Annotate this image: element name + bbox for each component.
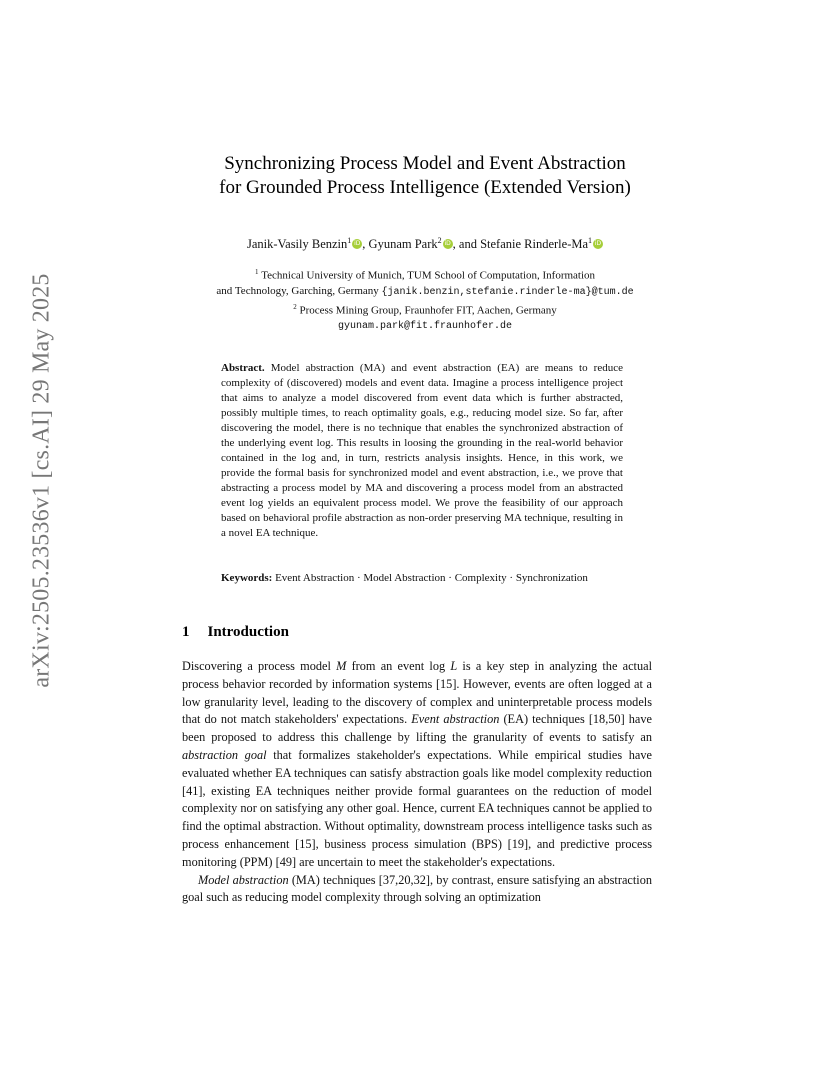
keywords-block bbox=[221, 571, 623, 586]
affiliation-2-line-1 bbox=[130, 300, 720, 319]
affiliation-1-line-2 bbox=[130, 284, 720, 300]
author-list bbox=[130, 236, 720, 252]
keywords-text: Event Abstraction · Model Abstraction · Complexity · Synchronization bbox=[275, 572, 588, 584]
title-line-2: for Grounded Process Intelligence (Extended Version) bbox=[219, 177, 631, 198]
paragraph-2 bbox=[182, 872, 652, 908]
body-text bbox=[182, 658, 652, 907]
affiliation-number: 1 bbox=[254, 268, 259, 276]
arxiv-identifier-stamp bbox=[22, 272, 62, 688]
abstract-block bbox=[221, 361, 623, 541]
author-separator: , and bbox=[452, 237, 481, 252]
author-separator: , bbox=[362, 237, 369, 252]
author-name: Stefanie Rinderle-Ma bbox=[480, 237, 589, 252]
affiliation-number: 2 bbox=[293, 302, 297, 311]
text-run: Discovering a process model bbox=[182, 659, 337, 673]
orcid-icon[interactable]: iD bbox=[354, 240, 361, 248]
keywords-label: Keywords: bbox=[221, 572, 273, 584]
text-run: from an event log bbox=[346, 659, 451, 673]
emphasis-term: Model abstraction bbox=[198, 872, 289, 887]
affiliation-text: Technical University of Munich, TUM School of Computation, Information bbox=[261, 269, 596, 282]
paper-title bbox=[130, 152, 720, 200]
affiliation-1-line-1 bbox=[130, 265, 720, 284]
author-affiliation-mark: 1 bbox=[347, 236, 352, 245]
emphasis-term: Event abstraction bbox=[411, 712, 500, 727]
text-run: that formalizes stakeholder's expectations. While empirical studies have evaluated whether EA techniques can satisfy abstraction goals like model complexity reduction [41], existing EA techniques neither provide formal guarantees on the reduction of model complexity nor on satisfying any other goal. Hence, current EA techniques cannot be applied to find the optimal abstraction. Without optimality, downstream process intelligence tasks such as process enhancement [15], business process simulation (BPS) [19], and predictive process monitoring (PPM) [49] are uncertain to meet the stakeholder's expectations. bbox=[182, 747, 652, 869]
text-run: (MA) techniques [37,20,32], by contrast, ensure satisfying an abstraction goal such as reducing model complexity through solving an optimization bbox=[182, 872, 652, 905]
paragraph-1 bbox=[182, 658, 652, 872]
affiliation-2-line-2 bbox=[130, 318, 720, 334]
math-symbol: M bbox=[336, 659, 347, 673]
author-name: Gyunam Park bbox=[368, 237, 438, 252]
abstract-text: Model abstraction (MA) and event abstraction (EA) are means to reduce complexity of (discovered) models and event data. Imagine a process intelligence project that aims to analyze a model discovered from event data which is further abstracted, possibly multiple times, to reach optimality goals, e.g., reducing model size. So far, after discovering the model, there is no technique that enables the synchronized abstraction of the underlying event log. This results in loosing the grounding in the real-world behavior contained in the log and, in turn, restricts analysis insights. Hence, in this work, we provide the formal basis for synchronized model and event abstraction, i.e., we prove that abstracting a process model by MA and discovering a process model from an abstracted event log yields an equivalent process model. We prove the feasibility of our approach based on behavioral profile abstraction as non-order preserving MA technique, resulting in a novel EA technique. bbox=[221, 362, 623, 539]
emphasis-term: abstraction goal bbox=[182, 747, 267, 762]
author-name: Janik-Vasily Benzin bbox=[246, 237, 348, 252]
math-symbol: L bbox=[450, 659, 458, 673]
affiliations bbox=[130, 265, 720, 334]
section-heading bbox=[182, 624, 289, 641]
orcid-icon[interactable]: iD bbox=[594, 240, 602, 248]
author-affiliation-mark: 1 bbox=[588, 236, 593, 245]
section-title: Introduction bbox=[207, 624, 289, 640]
author-affiliation-mark: 2 bbox=[437, 236, 442, 245]
abstract-label: Abstract. bbox=[221, 362, 265, 374]
orcid-icon[interactable]: iD bbox=[444, 240, 451, 248]
text-run: (EA) techniques [18,50] have been proposed to address this challenge by lifting the granularity of events to satisfy an bbox=[182, 712, 652, 745]
affiliation-text: Process Mining Group, Fraunhofer FIT, Aachen, Germany bbox=[299, 304, 557, 317]
arxiv-identifier-text: arXiv:2505.23536v1 [cs.AI] 29 May 2025 bbox=[28, 272, 55, 688]
title-line-1: Synchronizing Process Model and Event Abstraction bbox=[224, 153, 626, 174]
affiliation-text: and Technology, Garching, Germany bbox=[216, 284, 382, 297]
affiliation-email-link[interactable]: gyunam.park@fit.fraunhofer.de bbox=[337, 321, 513, 333]
affiliation-email-link[interactable]: {janik.benzin,stefanie.rinderle-ma}@tum.de bbox=[381, 286, 634, 298]
section-number: 1 bbox=[182, 624, 190, 640]
text-run: is a key step in analyzing the actual process behavior recorded by information systems [15]. However, events are often logged at a low granularity level, leading to the discovery of complex and uninterpretable process models that do not match stakeholders' expectations. bbox=[182, 659, 652, 727]
